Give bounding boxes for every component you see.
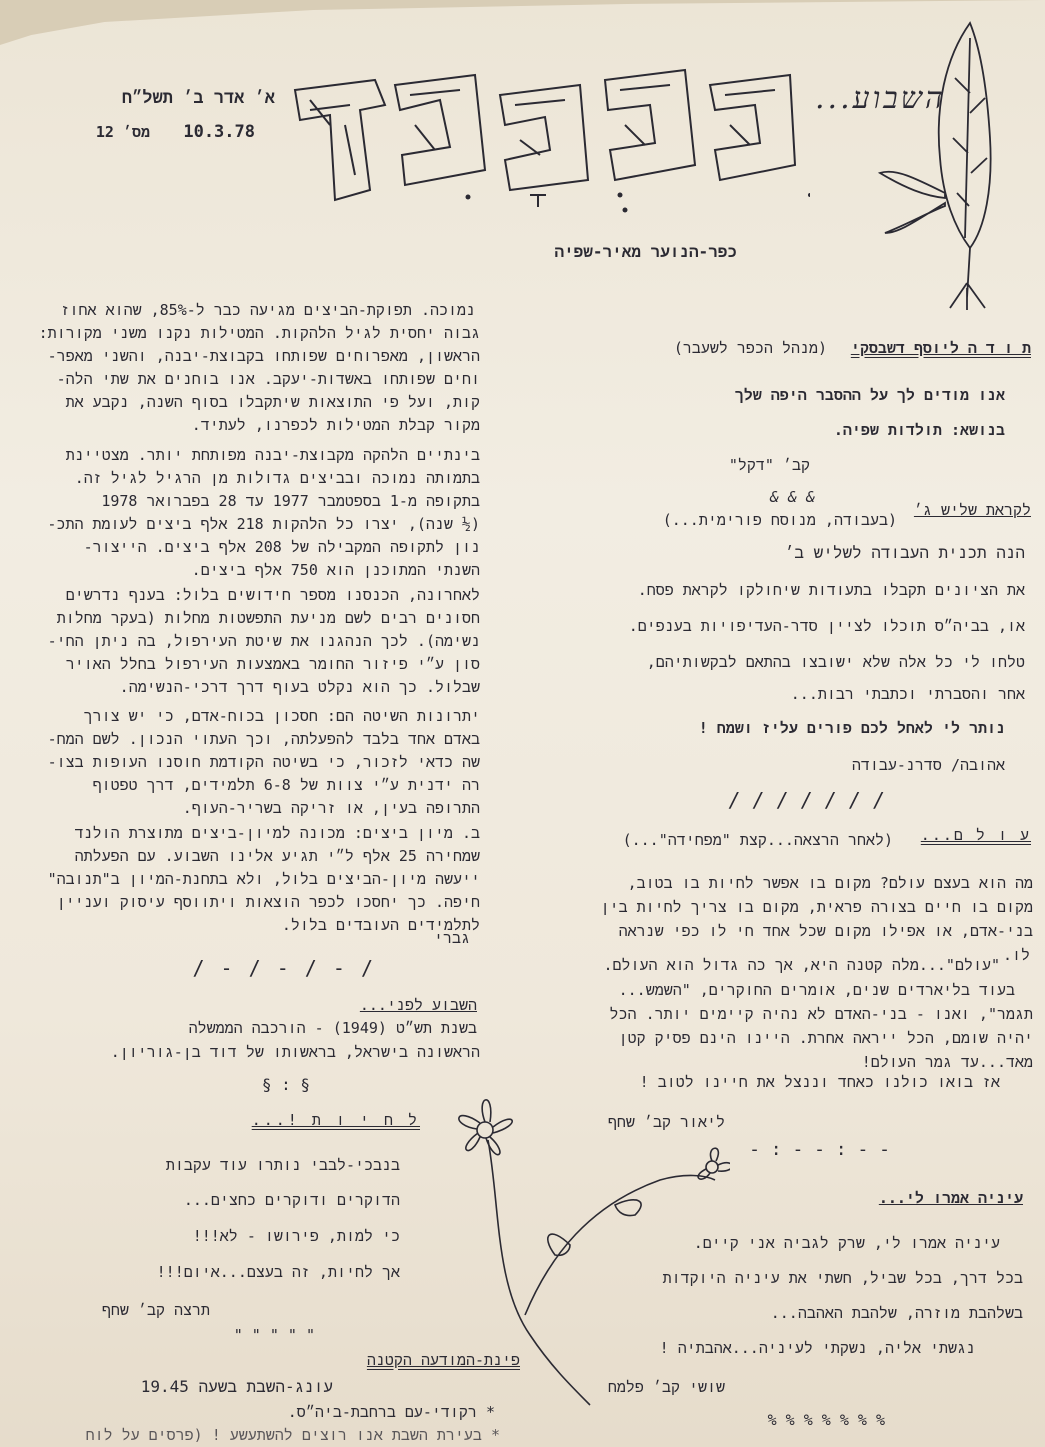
shlish-line-3: או, בביה״ס תוכלו לציין סדר-העדיפויות בענפים. bbox=[628, 617, 1025, 635]
olam-line-2: מקום בו חיים בצורה פראית, מקום בו צריך לחיות בין bbox=[600, 898, 1033, 916]
divider-slashes: / / / / / / / bbox=[728, 788, 885, 812]
info-heading: פינת-המודעה הקטנה bbox=[366, 1351, 520, 1369]
issue-number: מס׳ 12 bbox=[95, 123, 150, 141]
eggs-line-11: נון לתקופה המקבילה של 208 אלף ביצים. הייצור- bbox=[83, 538, 480, 556]
eggs-line-23: ב. מיון ביצים: מכונה למיון-ביצים מתוצרת הולנד bbox=[74, 824, 480, 842]
week-line-2: הראשונה בישראל, בראשותו של דוד בן-גוריון. bbox=[110, 1043, 480, 1061]
divider-percents: % % % % % % % bbox=[767, 1411, 885, 1429]
eggs-line-21: רה ידנית ע״י צוות של 6-8 תלמידים, דרך טפטוף bbox=[92, 776, 480, 794]
divider-quotes: " " " " " bbox=[233, 1326, 315, 1344]
eyes-line-4: נגשתי אליה, נשקתי לעיניה...אהבתיה ! bbox=[659, 1339, 975, 1357]
divider-dashes: - - : - - : - bbox=[749, 1139, 890, 1160]
info-line-2: * רקודי-עם ברחבת-ביה״ס. bbox=[287, 1403, 495, 1421]
divider-sections: § : § bbox=[261, 1075, 310, 1094]
eggs-line-3: הראשון, מאפרוחים שפותחו בקבוצת-יבנה, והשני מאפר- bbox=[47, 347, 480, 365]
eggs-line-7: בינתיים הלהקה מקבוצת-יבנה מפותחת יותר. מצטיינת bbox=[65, 446, 480, 464]
date-hebrew: א׳ אדר ב׳ תשל״ח bbox=[121, 88, 275, 108]
masthead-title bbox=[290, 55, 810, 225]
olam-line-6: בעוד בליארדים שנים, אומרים החוקרים, "השמש... bbox=[618, 981, 1015, 999]
tree-drawing-icon bbox=[875, 18, 1040, 313]
thanks-note: (מנהל הכפר לשעבר) bbox=[673, 339, 827, 357]
live-signature: תרצה קב׳ שחף bbox=[101, 1301, 210, 1319]
olam-line-9: מאד...עד גמר העולם! bbox=[861, 1053, 1033, 1071]
olam-line-1: מה הוא בעצם עולם? מקום בו אפשר לחיות בו בטוב, bbox=[627, 874, 1033, 892]
live-line-2: הדוקרים ודוקרים כחצים... bbox=[183, 1191, 400, 1209]
shlish-signature: אהובה/ סדרנ-עבודה bbox=[851, 756, 1005, 774]
eggs-line-8: בתמותה נמוכה ובביצים גדולות מן הרגיל לגיל זה. bbox=[74, 469, 480, 487]
eggs-line-19: באדם אחד בלבד להפעלתה, וכך העתוי הנכון. לשם המח- bbox=[47, 730, 480, 748]
village-name: כפר-הנוער מאיר-שפיה bbox=[554, 242, 737, 261]
shlish-line-5: אחר והסברתי וכתבתי רבות... bbox=[790, 685, 1025, 703]
eggs-line-17: שבלול. כך הוא נקלט בעוף דרך דרכי-הנשימה. bbox=[119, 678, 480, 696]
shlish-line-2: את הציונים תקבלו בתעודות שיחולקו לקראת פסח. bbox=[637, 581, 1025, 599]
shlish-line-1: הנה תכנית העבודה לשליש ב׳ bbox=[784, 543, 1025, 562]
shlish-note: (בעבודה, מנוסח פורימית...) bbox=[662, 511, 897, 529]
shlish-line-6: נותר לי לאחל לכם פורים עליז ושמח ! bbox=[698, 719, 1005, 737]
live-line-4: אך לחיות, זה בעצם...איום!!! bbox=[156, 1263, 400, 1281]
eggs-line-22: התרופה בעין, או זריקה בשריר-העוף. bbox=[182, 799, 480, 817]
olam-line-5: "עולם"...מלה קטנה היא, אך כה גדול הוא העולם. bbox=[603, 956, 1000, 974]
thanks-heading: ת ו ד ה ליוסף דשבסקי bbox=[850, 339, 1031, 357]
eggs-line-10: (½ שנה), יצרו כל הלהקות 218 אלף ביצים לעומת התכ- bbox=[47, 515, 480, 533]
eggs-line-9: בתקופה מ-1 בספטמבר 1977 עד 28 בפברואר 1978 bbox=[101, 492, 480, 510]
eggs-line-2: גבוה יחסית לגיל הלהקות. המטילות נקנו משני מקורות: bbox=[38, 324, 480, 342]
shlish-line-4: טלחו לי כל אלה שלא ישובצו בהתאם לבקשותיהם, bbox=[646, 653, 1025, 671]
olam-line-7: תגמר", ואנו - בני-האדם לא נהיה קיימים יותר. הכל bbox=[609, 1005, 1033, 1023]
eggs-line-1: נמוכה. תפוקת-הביצים מגיעה כבר ל-85%, שהוא אחוז bbox=[60, 301, 475, 319]
eyes-line-2: בכל דרך, בכל שביל, חשתי את עיניה היוקדות bbox=[662, 1269, 1023, 1287]
masthead-subtitle: השבוע... bbox=[815, 81, 946, 116]
flower-stem-drawing-icon bbox=[440, 1085, 730, 1425]
eggs-signature: גברי bbox=[433, 929, 470, 947]
divider-slash-dash: / - / - / - / bbox=[192, 956, 375, 980]
eggs-line-12: השנתי המתוכנן הוא 750 אלף ביצים. bbox=[191, 561, 480, 579]
olam-line-10: אז בואו כולנו כאחד וננצל את חיינו לטוב ! bbox=[639, 1073, 1000, 1091]
eggs-line-26: חיפה. כך יחסכו לכפר הוצאות ויתווסף עיסוק ועניין bbox=[56, 893, 480, 911]
eyes-line-3: בשלהבת מוזרה, שלהבת האהבה... bbox=[770, 1304, 1023, 1322]
olam-line-8: יהיה שומם, הכל ייראה אחרת. היינו הינם פסיק קטן bbox=[618, 1029, 1033, 1047]
eggs-line-13: לאחרונה, הכנסנו מספר חידושים בלול: בענף נדרשים bbox=[65, 586, 480, 604]
olam-signature: ליאור קב׳ שחף bbox=[607, 1113, 725, 1131]
thanks-line-2: בנושא: תולדות שפיה. bbox=[833, 421, 1005, 439]
eggs-line-15: נשימה). לכך הנהגנו את שיטת העירפול, בה ניתן החי- bbox=[47, 632, 480, 650]
week-line-1: בשנת תש״ט (1949) - הורכבה הממשלה bbox=[188, 1019, 477, 1037]
eggs-line-20: שה כדאי לזכור, כי בשיטה הקודמת חוסנו העופות בצו- bbox=[47, 753, 480, 771]
olam-heading: ע ו ל ם... bbox=[920, 826, 1031, 844]
olam-note: (לאחר הרצאה...קצת "מפחידה"...) bbox=[622, 831, 893, 849]
eggs-line-14: חסונים רבים לשם מניעת התפשטות מחלות (בעקר מחלות bbox=[56, 609, 480, 627]
eggs-line-16: סון ע״י פיזור החומר באמצעות העירפול בחלל האויר bbox=[65, 655, 480, 673]
shlish-heading: לקראת שליש ג׳ bbox=[913, 501, 1031, 519]
eggs-line-27: לתלמידים העובדים בלול. bbox=[281, 916, 480, 934]
eggs-line-6: מקור קבלת המטילות לכפרנו, לעתיד. bbox=[191, 416, 480, 434]
thanks-line-1: אנו מודים לך על ההסבר היפה שלך bbox=[734, 386, 1005, 404]
olam-line-3: בני-אדם, או אפילו מקום שכל אחד חי לו כפי שנראה bbox=[618, 922, 1033, 940]
eggs-line-24: שמחירה 25 אלף ל״י תגיע אלינו השבוע. עם הפעלתה bbox=[74, 847, 480, 865]
live-line-1: בנבכי-לבבי נותרו עוד עקבות bbox=[165, 1156, 400, 1174]
eyes-heading: עיניה אמרו לי... bbox=[878, 1189, 1023, 1207]
live-heading: ל ח י ו ת !... bbox=[251, 1111, 420, 1129]
divider-ampersands: & & & bbox=[769, 488, 815, 506]
live-line-3: כי למות, פירושו - לא!!! bbox=[192, 1227, 400, 1245]
week-heading: השבוע לפני... bbox=[359, 996, 477, 1014]
eggs-line-4: וחים שפותחו באשדות-יעקב. אנו בוחנים את שתי הלה- bbox=[56, 370, 480, 388]
eyes-signature: שושי קב׳ פלמח bbox=[607, 1378, 725, 1396]
masthead-title-text bbox=[0, 0, 4, 1]
eggs-line-5: קות, ועל פי התוצאות שיתקבלו בסוף השנה, נקבע את bbox=[65, 393, 480, 411]
thanks-signature: קב׳ "דקל" bbox=[728, 456, 810, 474]
info-line-1: עונג-השבת בשעה 19.45 bbox=[140, 1377, 333, 1396]
olam-line-4: לו. bbox=[1002, 946, 1030, 964]
info-line-3: * בעירת השבת אנו רוצים להשתעשע ! (פרסים על לוח bbox=[85, 1426, 500, 1444]
eggs-line-18: יתרונות השיטה הם: חסכון בכוח-אדם, כי יש צורך bbox=[83, 707, 480, 725]
date-civil: 10.3.78 bbox=[183, 122, 255, 142]
eggs-line-25: ייעשה מיון-הביצים בלול, ולא בתחנת-המיון ב"תנובה" bbox=[47, 870, 480, 888]
eyes-line-1: עיניה אמרו לי, שרק לגביה אני קיים. bbox=[693, 1234, 1000, 1252]
